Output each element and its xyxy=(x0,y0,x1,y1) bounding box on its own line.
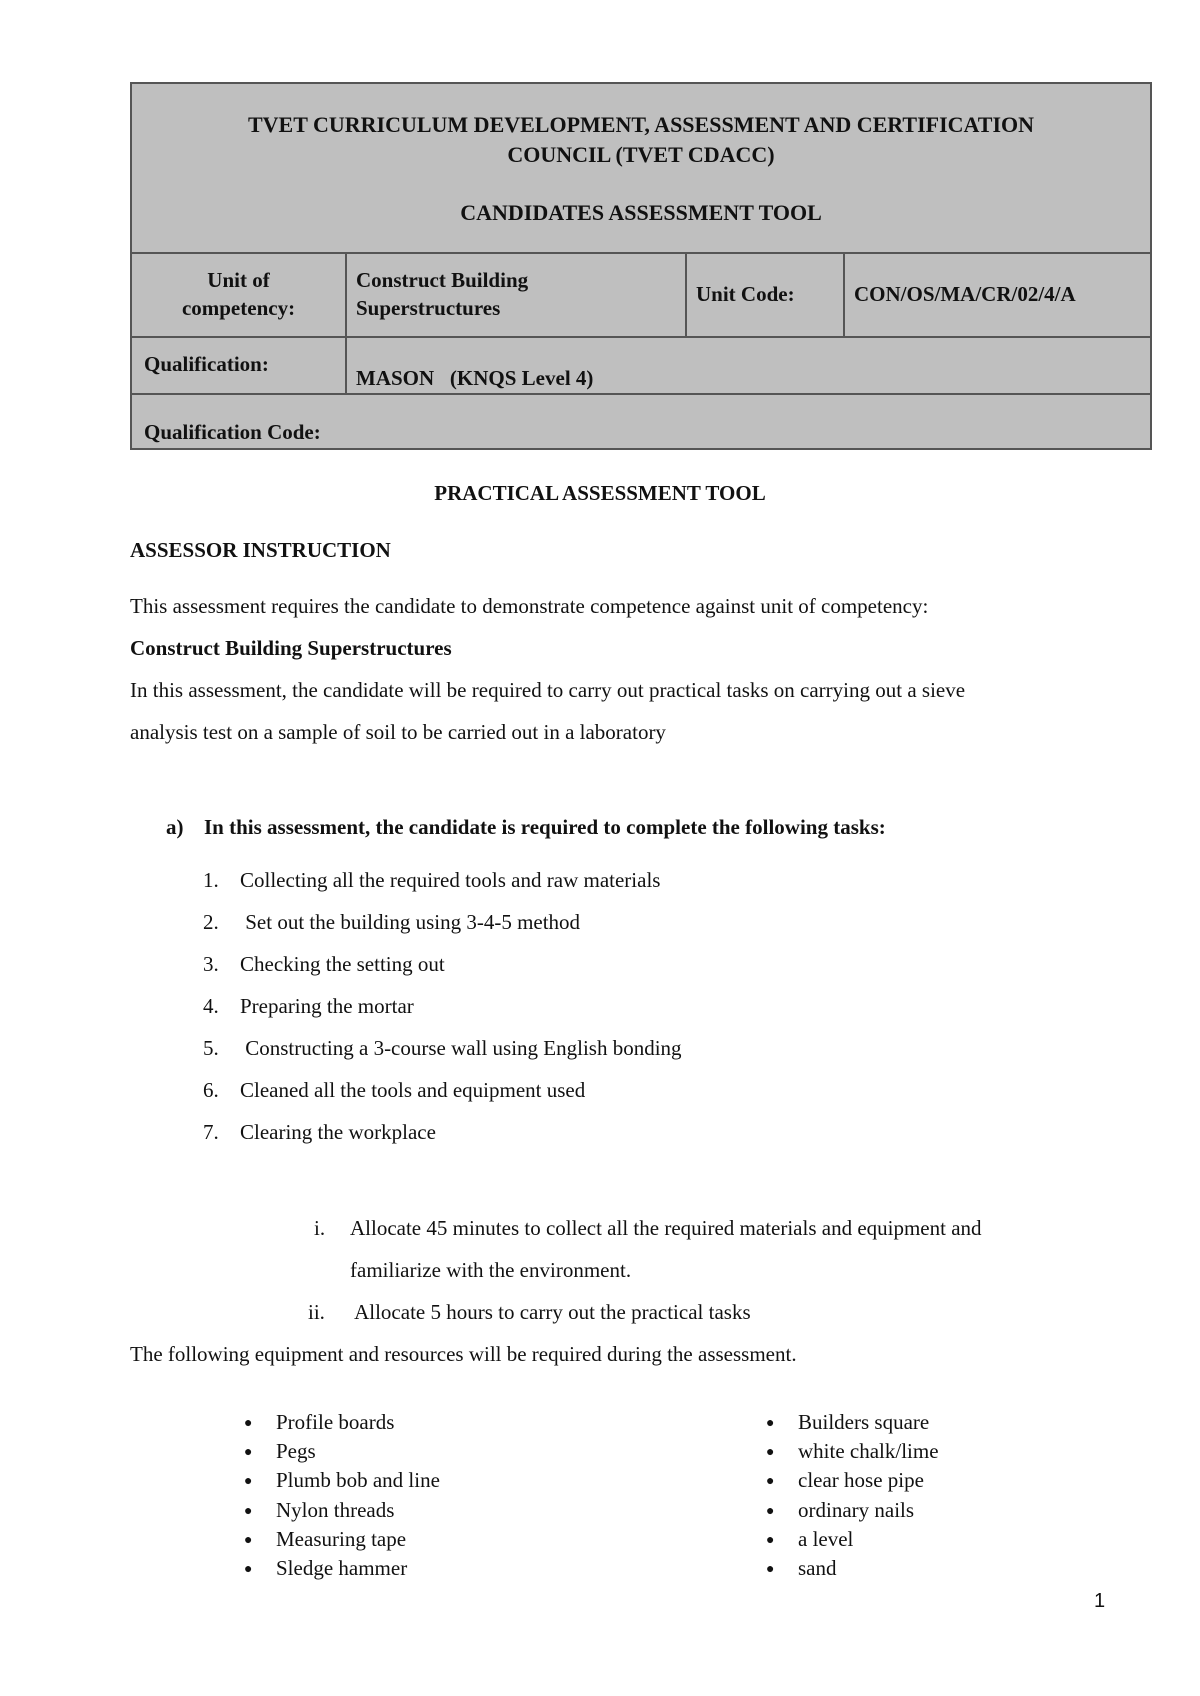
bullet-icon: ● xyxy=(766,1474,775,1489)
resource-item: Sledge hammer xyxy=(276,1556,408,1580)
divider xyxy=(685,252,687,336)
unit-of-competency-value xyxy=(356,266,528,322)
resources-intro: The following equipment and resources will be required during the assessment. xyxy=(130,1342,797,1366)
header-table xyxy=(130,82,1152,450)
bullet-icon: ● xyxy=(244,1533,253,1548)
bullet-icon: ● xyxy=(766,1562,775,1577)
task-item: Checking the setting out xyxy=(240,952,445,976)
bullet-icon: ● xyxy=(766,1504,775,1519)
qualification-value: MASON (KNQS Level 4) xyxy=(356,366,594,390)
resource-item: Measuring tape xyxy=(276,1527,407,1551)
assessor-instruction-heading: ASSESSOR INSTRUCTION xyxy=(130,538,391,562)
task-item: Cleaned all the tools and equipment used xyxy=(240,1078,586,1102)
bullet-icon: ● xyxy=(244,1504,253,1519)
unit-value-line1: Construct Building xyxy=(356,268,529,292)
task-item: Set out the building using 3-4-5 method xyxy=(240,910,581,934)
allocation-number: i. xyxy=(314,1216,326,1240)
divider xyxy=(345,252,347,393)
description-line2: analysis test on a sample of soil to be carried out in a laboratory xyxy=(130,720,666,744)
bullet-icon: ● xyxy=(244,1474,253,1489)
section-title: PRACTICAL ASSESSMENT TOOL xyxy=(434,481,766,505)
task-number: 2. xyxy=(203,910,219,934)
task-number: 5. xyxy=(203,1036,219,1060)
allocation-number: ii. xyxy=(308,1300,325,1324)
resource-item: Profile boards xyxy=(276,1410,395,1434)
bullet-icon: ● xyxy=(244,1416,253,1431)
divider xyxy=(132,336,1150,338)
unit-name: Construct Building Superstructures xyxy=(130,636,452,660)
task-item: Constructing a 3-course wall using English bonding xyxy=(240,1036,682,1060)
resource-item: white chalk/lime xyxy=(798,1439,939,1463)
resource-item: ordinary nails xyxy=(798,1498,915,1522)
resource-item: Nylon threads xyxy=(276,1498,395,1522)
allocation-item-continued: familiarize with the environment. xyxy=(350,1258,632,1282)
bullet-icon: ● xyxy=(244,1562,253,1577)
bullet-icon: ● xyxy=(766,1445,775,1460)
task-item: Collecting all the required tools and raw materials xyxy=(240,868,661,892)
bullet-icon: ● xyxy=(766,1416,775,1431)
resource-item: clear hose pipe xyxy=(798,1468,924,1492)
bullet-icon: ● xyxy=(766,1533,775,1548)
resource-item: sand xyxy=(798,1556,837,1580)
council-title-line1: TVET CURRICULUM DEVELOPMENT, ASSESSMENT AND CERTIFICATION xyxy=(247,112,1035,137)
tasks-heading: In this assessment, the candidate is required to complete the following tasks: xyxy=(204,815,886,839)
divider xyxy=(132,393,1150,395)
resource-item: Builders square xyxy=(798,1410,930,1434)
task-number: 4. xyxy=(203,994,219,1018)
qualification-code-label: Qualification Code: xyxy=(144,420,321,444)
bullet-icon: ● xyxy=(244,1445,253,1460)
resource-item: Plumb bob and line xyxy=(276,1468,440,1492)
unit-of-competency-label xyxy=(132,266,345,322)
task-number: 7. xyxy=(203,1120,219,1144)
tool-subtitle: CANDIDATES ASSESSMENT TOOL xyxy=(460,200,822,225)
divider xyxy=(132,252,1150,254)
task-number: 1. xyxy=(203,868,219,892)
intro-text: This assessment requires the candidate to demonstrate competence against unit of competency: xyxy=(130,594,929,618)
allocation-item: Allocate 45 minutes to collect all the required materials and equipment and xyxy=(350,1216,982,1240)
unit-label-line2: competency: xyxy=(181,296,296,320)
council-title-line2: COUNCIL (TVET CDACC) xyxy=(507,142,775,167)
unit-value-line2: Superstructures xyxy=(356,296,501,320)
allocation-item: Allocate 5 hours to carry out the practical tasks xyxy=(350,1300,751,1324)
resource-item: a level xyxy=(798,1527,854,1551)
tasks-heading-marker: a) xyxy=(166,815,184,839)
qualification-label: Qualification: xyxy=(144,352,269,376)
unit-label-line1: Unit of xyxy=(207,268,270,292)
resource-item: Pegs xyxy=(276,1439,316,1463)
task-item: Preparing the mortar xyxy=(240,994,414,1018)
page-number: 1 xyxy=(1094,1590,1106,1612)
unit-code-value: CON/OS/MA/CR/02/4/A xyxy=(854,282,1076,306)
task-number: 3. xyxy=(203,952,219,976)
description-line1: In this assessment, the candidate will be required to carry out practical tasks on carrying out a sieve xyxy=(130,678,966,702)
divider xyxy=(843,252,845,336)
task-item: Clearing the workplace xyxy=(240,1120,436,1144)
task-number: 6. xyxy=(203,1078,219,1102)
unit-code-label: Unit Code: xyxy=(696,282,795,306)
